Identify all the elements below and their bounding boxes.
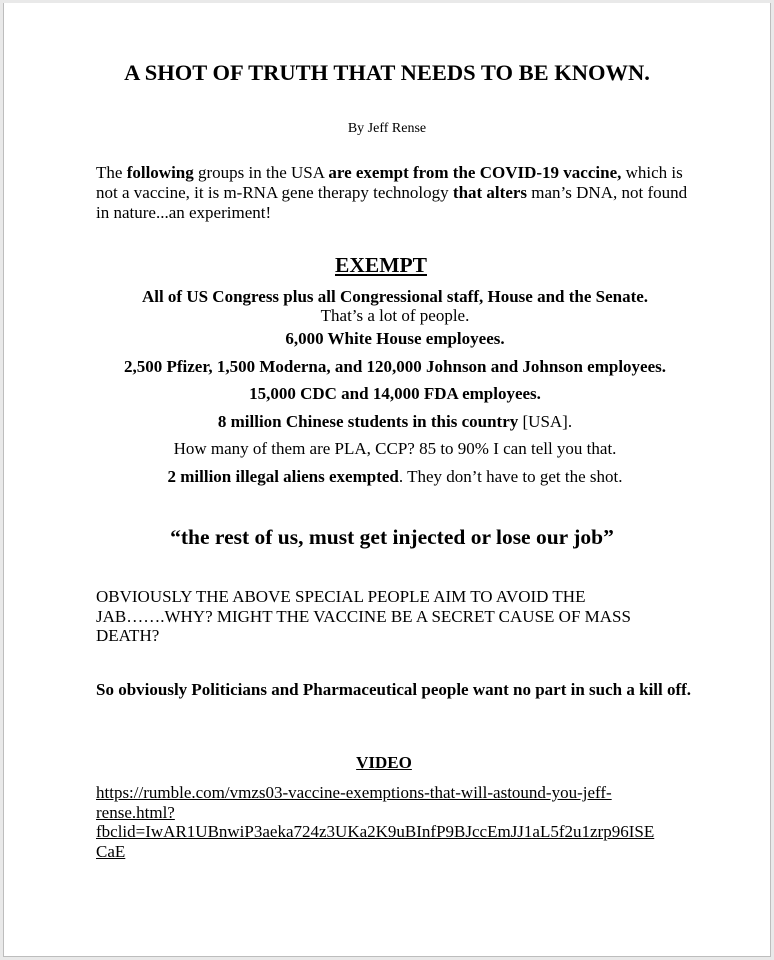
video-link[interactable] (96, 783, 696, 861)
pull-quote: “the rest of us, must get injected or lose our job” (170, 525, 614, 549)
bold-text: 6,000 White House employees. (285, 329, 505, 348)
text: . They don’t have to get the shot. (398, 466, 623, 486)
text: The (96, 163, 127, 182)
bold-text: 2 million illegal aliens exempted (167, 466, 399, 486)
bold-text: 2,500 Pfizer, 1,500 Moderna, and 120,000 Johnson and Johnson employees. (123, 356, 666, 376)
intro-paragraph (96, 163, 696, 223)
exempt-list-item (4, 325, 774, 353)
bold-text: 8 million Chinese students in this country (217, 411, 519, 431)
exempt-list-item (4, 463, 774, 491)
bold-text: 15,000 CDC and 14,000 FDA employees. (249, 384, 541, 403)
exempt-list-item (4, 435, 774, 463)
text: groups in the USA (193, 163, 329, 182)
exempt-list-item (4, 287, 774, 306)
document-title: A SHOT OF TRUTH THAT NEEDS TO BE KNOWN. (124, 60, 650, 85)
exempt-list-item (4, 353, 774, 381)
exempt-list (4, 287, 774, 490)
text: [USA]. (518, 411, 573, 431)
bold-text: are exempt from the COVID-19 vaccine, (328, 163, 622, 182)
author-byline: By Jeff Rense (347, 121, 427, 136)
bold-text: that alters (452, 183, 528, 202)
text: How many of them are PLA, CCP? 85 to 90% I can tell you that. (173, 439, 617, 458)
exempt-list-item (4, 306, 774, 325)
video-heading: VIDEO (356, 753, 412, 772)
video-link-line[interactable]: fbclid=IwAR1UBnwiP3aeka724z3UKa2K9uBInfP9BJccEmJJ1aL5f2u1zrp96ISE (96, 822, 655, 841)
bold-paragraph: So obviously Politicians and Pharmaceutical people want no part in such a kill off. (96, 680, 692, 699)
video-link-line[interactable]: https://rumble.com/vmzs03-vaccine-exemptions-that-will-astound-you-jeff- (96, 783, 612, 802)
text: which is not a vaccine, it is m-RNA gene therapy technology (96, 163, 683, 202)
exempt-list-item (4, 408, 774, 436)
bold-text: following (126, 163, 194, 182)
text: man’s DNA, not found in nature...an experiment! (96, 183, 688, 222)
exempt-heading: EXEMPT (335, 253, 427, 277)
document-page (3, 3, 771, 957)
video-link-line[interactable]: rense.html? (96, 802, 175, 822)
exempt-list-item (4, 380, 774, 408)
text: That’s a lot of people. (320, 306, 470, 325)
bold-text: All of US Congress plus all Congressional staff, House and the Senate. (141, 287, 649, 306)
video-link-line[interactable]: CaE (96, 841, 126, 861)
page-bottom-edge (4, 956, 770, 957)
caps-paragraph: OBVIOUSLY THE ABOVE SPECIAL PEOPLE AIM TO AVOID THE JAB…….WHY? MIGHT THE VACCINE BE A SECRET CAUSE OF MASS DEATH? (96, 587, 631, 645)
